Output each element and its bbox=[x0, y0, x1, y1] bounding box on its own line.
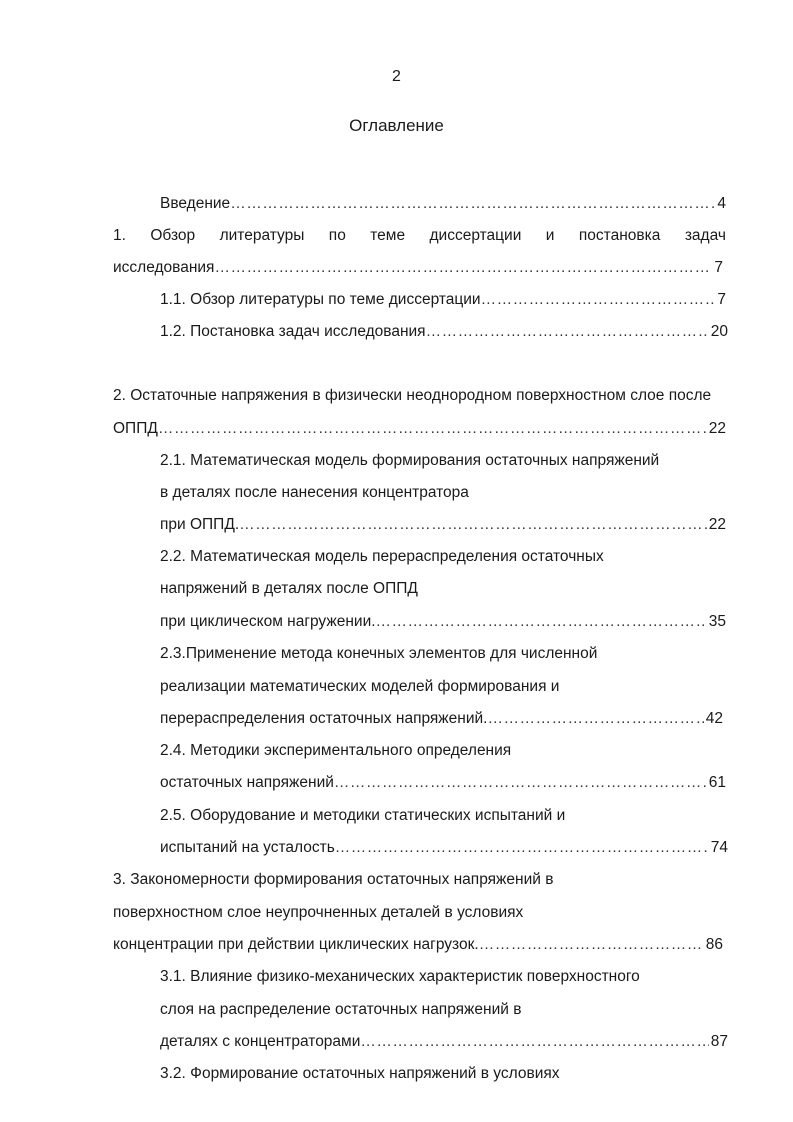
toc-label: при ОППД. bbox=[160, 516, 240, 533]
toc-chapter-2-line1: 2. Остаточные напряжения в физически неоднородном поверхностном слое после bbox=[113, 387, 712, 404]
toc-entry-3-2-line1: 3.2. Формирование остаточных напряжений в условиях bbox=[160, 1065, 560, 1082]
page-title: Оглавление bbox=[349, 116, 444, 135]
toc-page: 22 bbox=[708, 516, 726, 533]
toc-entry-2-2 bbox=[160, 612, 726, 632]
toc-word: диссертации bbox=[429, 227, 522, 244]
toc-page: 20 bbox=[710, 323, 728, 340]
toc-chapter-2-cont bbox=[113, 419, 726, 439]
toc-entry-1-1 bbox=[160, 290, 726, 310]
toc-page: 7 bbox=[717, 291, 726, 308]
toc-chapter-1-cont bbox=[113, 258, 723, 278]
toc-page: 7 bbox=[714, 259, 723, 276]
toc-word: по bbox=[328, 227, 346, 244]
toc-page: 86 bbox=[705, 936, 723, 953]
toc-entry-2-2-line2: напряжений в деталях после ОППД bbox=[160, 580, 418, 597]
toc-label: концентрации при действии циклических нагрузок. bbox=[113, 936, 479, 953]
toc-entry-1-2 bbox=[160, 322, 728, 342]
toc-leader bbox=[426, 322, 709, 342]
toc-label: остаточных напряжений bbox=[160, 774, 334, 791]
toc-entry-2-4 bbox=[160, 773, 726, 793]
toc-chapter-3-line2: поверхностном слое неупрочненных деталей в условиях bbox=[113, 904, 524, 921]
toc-entry-2-1-line2: в деталях после нанесения концентратора bbox=[160, 484, 469, 501]
toc-page: 74 bbox=[710, 839, 728, 856]
toc-word: теме bbox=[370, 227, 406, 244]
toc-word: литературы bbox=[219, 227, 305, 244]
toc-entry-2-1-line1: 2.1. Математическая модель формирования остаточных напряжений bbox=[160, 452, 660, 469]
toc-entry-2-3-line2: реализации математических моделей формирования и bbox=[160, 678, 560, 695]
toc-label: испытаний на усталость bbox=[160, 839, 335, 856]
toc-label: исследования bbox=[113, 259, 215, 276]
toc-page: 87 bbox=[710, 1033, 728, 1050]
toc-page: 61 bbox=[708, 774, 726, 791]
toc-leader bbox=[158, 419, 707, 439]
toc-label: 1.1. Обзор литературы по теме диссертации bbox=[160, 291, 481, 308]
toc-leader bbox=[214, 258, 712, 278]
toc-entry-3-1 bbox=[160, 1032, 728, 1052]
toc-entry-2-5 bbox=[160, 838, 728, 858]
toc-entry-2-3 bbox=[160, 709, 723, 729]
toc-entry-2-3-line1: 2.3.Применение метода конечных элементов для численной bbox=[160, 645, 598, 662]
toc-label: деталях с концентраторами bbox=[160, 1033, 361, 1050]
toc-leader bbox=[334, 773, 707, 793]
toc-word: постановка bbox=[578, 227, 661, 244]
toc-leader bbox=[376, 612, 707, 632]
toc-word: 1. bbox=[113, 227, 126, 244]
toc-label: ОППД bbox=[113, 420, 158, 437]
toc-leader bbox=[360, 1032, 708, 1052]
toc-page: 22 bbox=[708, 420, 726, 437]
page-number: 2 bbox=[392, 68, 401, 85]
toc-page: 35 bbox=[708, 613, 726, 630]
toc-word: и bbox=[545, 227, 555, 244]
toc-leader bbox=[239, 515, 707, 535]
toc-label: перераспределения остаточных напряжений. bbox=[160, 710, 488, 727]
toc-page: 42 bbox=[705, 710, 723, 727]
toc-entry-intro bbox=[160, 194, 726, 214]
toc-entry-2-2-line1: 2.2. Математическая модель перераспределения остаточных bbox=[160, 548, 604, 565]
toc-chapter-1-line1 bbox=[113, 226, 726, 246]
toc-chapter-3 bbox=[113, 935, 723, 955]
toc-leader bbox=[487, 709, 703, 729]
toc-entry-3-1-line2: слоя на распределение остаточных напряжений в bbox=[160, 1001, 522, 1018]
toc-label: при циклическом нагружении. bbox=[160, 613, 376, 630]
toc-chapter-3-line1: 3. Закономерности формирования остаточных напряжений в bbox=[113, 871, 554, 888]
toc-leader bbox=[479, 935, 704, 955]
toc-entry-2-1 bbox=[160, 515, 726, 535]
toc-entry-2-5-line1: 2.5. Оборудование и методики статических испытаний и bbox=[160, 807, 566, 824]
toc-word: задач bbox=[684, 227, 726, 244]
toc-label: Введение bbox=[160, 195, 231, 212]
toc-label: 1.2. Постановка задач исследования bbox=[160, 323, 426, 340]
toc-entry-3-1-line1: 3.1. Влияние физико-механических характеристик поверхностного bbox=[160, 968, 640, 985]
toc-word: Обзор bbox=[150, 227, 196, 244]
toc-leader bbox=[481, 290, 716, 310]
toc-entry-2-4-line1: 2.4. Методики экспериментального определения bbox=[160, 742, 512, 759]
toc-page: 4 bbox=[717, 195, 726, 212]
toc-leader bbox=[335, 838, 709, 858]
toc-leader bbox=[230, 194, 715, 214]
